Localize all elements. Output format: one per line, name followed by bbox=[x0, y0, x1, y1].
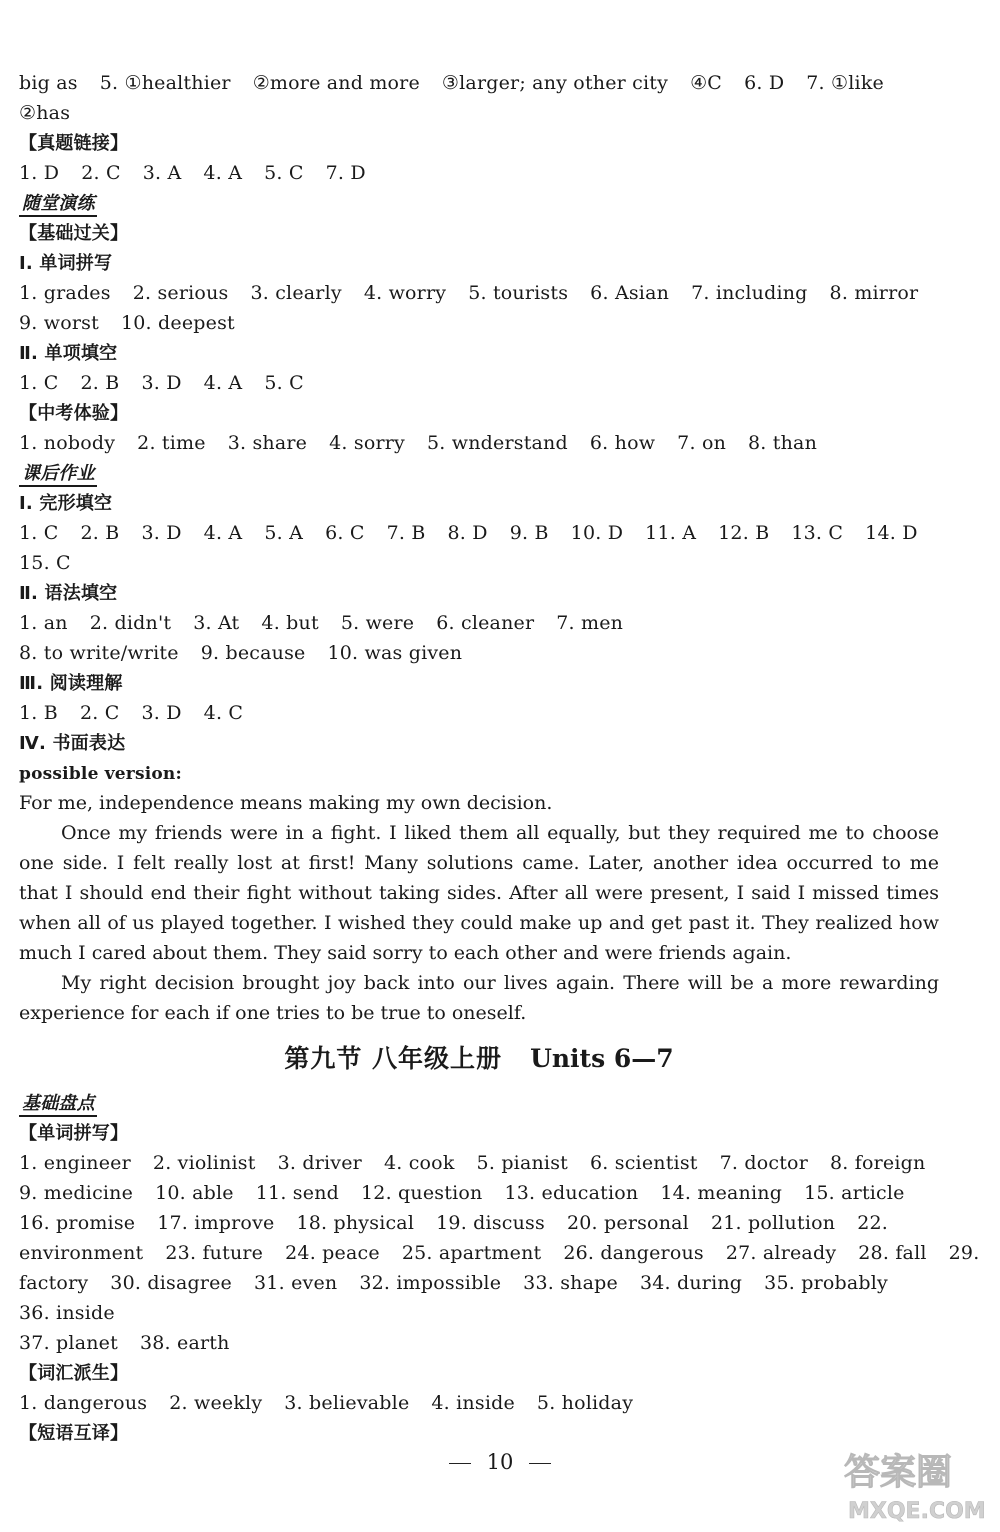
answer-item: 16. promise bbox=[19, 1212, 136, 1234]
answer-item: 4. A bbox=[203, 372, 243, 394]
sub-heading bbox=[19, 578, 939, 608]
answer-line bbox=[19, 1148, 939, 1178]
essay-paragraph: Once my friends were in a fight. I liked them all equally, but they required me to choose one side. I felt really lost at first! Many solutions came. Later, another idea occurred to me that I should end their fight without taking sides. After all were present, I said I missed times when all of us played together. I wished they could make up and get past it. They realized how much I cared about them. They said sorry to each other and were friends again. bbox=[19, 822, 939, 964]
answer-item: 10. able bbox=[155, 1182, 234, 1204]
answer-item: 37. planet bbox=[19, 1332, 118, 1354]
answer-item: 2. didn't bbox=[89, 612, 172, 634]
answer-item: 6. cleaner bbox=[436, 612, 535, 634]
answer-item: 24. peace bbox=[285, 1242, 380, 1264]
essay-paragraph: For me, independence means making my own decision. bbox=[19, 792, 553, 814]
answer-item: 1. C bbox=[19, 372, 59, 394]
answer-item: 1. grades bbox=[19, 282, 111, 304]
answer-item: 1. D bbox=[19, 162, 60, 184]
answer-item: 3. D bbox=[141, 372, 182, 394]
answer-item: 1. C bbox=[19, 522, 59, 544]
page-dash-right bbox=[529, 1463, 551, 1464]
answer-item: 5. C bbox=[264, 372, 304, 394]
answer-item: ③larger; any other city bbox=[441, 72, 669, 94]
page-number-text: 10 bbox=[486, 1450, 514, 1474]
answer-item: 7. on bbox=[677, 432, 727, 454]
answer-item: 29. bbox=[948, 1242, 980, 1264]
answer-item: 5. tourists bbox=[468, 282, 569, 304]
answer-item: 1. nobody bbox=[19, 432, 116, 454]
answer-item: 3. believable bbox=[284, 1392, 410, 1414]
answer-line bbox=[19, 1268, 939, 1298]
answer-item: 23. future bbox=[165, 1242, 264, 1264]
answer-item: 22. bbox=[857, 1212, 889, 1234]
answer-item: 3. driver bbox=[277, 1152, 362, 1174]
answer-item: 9. because bbox=[200, 642, 306, 664]
answer-item: 25. apartment bbox=[401, 1242, 542, 1264]
answer-item: 7. men bbox=[556, 612, 624, 634]
page-dash-left bbox=[449, 1463, 471, 1464]
answer-item: 15. article bbox=[804, 1182, 905, 1204]
answer-line bbox=[19, 1328, 939, 1358]
answer-item: 6. scientist bbox=[589, 1152, 698, 1174]
heading-text: Ⅱ. 单项填空 bbox=[19, 343, 118, 364]
answer-item: 2. C bbox=[79, 702, 120, 724]
answer-item: 4. A bbox=[203, 162, 243, 184]
answer-item: 1. dangerous bbox=[19, 1392, 148, 1414]
answer-item: 32. impossible bbox=[359, 1272, 502, 1294]
answer-item: 8. than bbox=[748, 432, 818, 454]
answer-item: 3. share bbox=[227, 432, 308, 454]
heading-text: Ⅰ. 单词拼写 bbox=[19, 253, 113, 274]
answer-line bbox=[19, 68, 939, 98]
answer-item: big as bbox=[19, 72, 78, 94]
answer-item: 4. cook bbox=[383, 1152, 455, 1174]
answer-line bbox=[19, 698, 939, 728]
heading-text: 【中考体验】 bbox=[19, 403, 129, 424]
answer-item: 12. B bbox=[718, 522, 770, 544]
answer-item: 6. how bbox=[589, 432, 656, 454]
answer-item: ②has bbox=[19, 102, 71, 124]
answer-line bbox=[19, 1208, 939, 1238]
answer-item: 26. dangerous bbox=[563, 1242, 704, 1264]
heading-text: 【词汇派生】 bbox=[19, 1363, 129, 1384]
answer-item: 4. A bbox=[203, 522, 243, 544]
answer-item: 3. D bbox=[141, 522, 182, 544]
answer-item: 34. during bbox=[639, 1272, 743, 1294]
answer-line bbox=[19, 278, 939, 308]
answer-item: 10. D bbox=[570, 522, 624, 544]
sub-heading bbox=[19, 728, 939, 758]
answer-item: 20. personal bbox=[566, 1212, 689, 1234]
chapter-heading bbox=[19, 1030, 939, 1088]
answer-item: 6. D bbox=[744, 72, 785, 94]
answer-item: 13. education bbox=[504, 1182, 639, 1204]
bracket-heading bbox=[19, 218, 939, 248]
heading-text: possible version: bbox=[19, 764, 182, 784]
answer-item: 5. were bbox=[340, 612, 415, 634]
heading-text: Ⅳ. 书面表达 bbox=[19, 733, 126, 754]
section-title bbox=[19, 458, 939, 488]
bracket-heading bbox=[19, 1118, 939, 1148]
bracket-heading bbox=[19, 128, 939, 158]
answer-item: 9. B bbox=[509, 522, 549, 544]
answer-item: 11. send bbox=[255, 1182, 339, 1204]
answer-line bbox=[19, 1178, 939, 1208]
answer-item: 7. ①like bbox=[806, 72, 884, 94]
answer-line bbox=[19, 518, 939, 548]
answer-item: 2. B bbox=[80, 522, 120, 544]
section-title-text: 随堂演练 bbox=[19, 193, 97, 217]
answer-item: environment bbox=[19, 1242, 144, 1264]
answer-item: 4. sorry bbox=[329, 432, 405, 454]
answer-item: 2. violinist bbox=[152, 1152, 256, 1174]
watermark-logo bbox=[838, 1442, 988, 1524]
section-title bbox=[19, 1088, 939, 1118]
answer-item: 19. discuss bbox=[436, 1212, 545, 1234]
answer-item: ④C bbox=[690, 72, 723, 94]
heading-text: Ⅱ. 语法填空 bbox=[19, 583, 118, 604]
answer-item: 2. time bbox=[137, 432, 206, 454]
answer-item: 33. shape bbox=[523, 1272, 618, 1294]
answer-line bbox=[19, 1298, 939, 1328]
answer-line bbox=[19, 368, 939, 398]
answer-item: factory bbox=[19, 1272, 89, 1294]
section-title bbox=[19, 188, 939, 218]
answer-item: 8. D bbox=[447, 522, 488, 544]
answer-item: 11. A bbox=[645, 522, 697, 544]
answer-item: 8. to write/write bbox=[19, 642, 179, 664]
answer-line bbox=[19, 98, 939, 128]
answer-item: 14. meaning bbox=[660, 1182, 783, 1204]
answer-item: 1. engineer bbox=[19, 1152, 131, 1174]
answer-item: 1. an bbox=[19, 612, 68, 634]
heading-text: 【单词拼写】 bbox=[19, 1123, 129, 1144]
answer-item: 5. ①healthier bbox=[99, 72, 231, 94]
answer-item: 28. fall bbox=[858, 1242, 927, 1264]
answer-item: 35. probably bbox=[764, 1272, 888, 1294]
answer-item: 38. earth bbox=[139, 1332, 230, 1354]
answer-page bbox=[19, 68, 980, 1448]
answer-item: ②more and more bbox=[252, 72, 420, 94]
bracket-heading bbox=[19, 398, 939, 428]
answer-item: 27. already bbox=[725, 1242, 837, 1264]
answer-item: 6. Asian bbox=[590, 282, 670, 304]
heading-text: Ⅲ. 阅读理解 bbox=[19, 673, 123, 694]
sub-heading bbox=[19, 668, 939, 698]
answer-item: 36. inside bbox=[19, 1302, 115, 1324]
answer-item: 21. pollution bbox=[710, 1212, 836, 1234]
answer-line bbox=[19, 548, 939, 578]
answer-item: 14. D bbox=[865, 522, 918, 544]
answer-item: 3. clearly bbox=[250, 282, 342, 304]
answer-item: 3. At bbox=[193, 612, 240, 634]
answer-item: 2. C bbox=[81, 162, 121, 184]
answer-item: 4. C bbox=[203, 702, 244, 724]
answer-item: 18. physical bbox=[296, 1212, 415, 1234]
answer-item: 5. C bbox=[264, 162, 304, 184]
answer-item: 12. question bbox=[361, 1182, 483, 1204]
answer-item: 30. disagree bbox=[110, 1272, 233, 1294]
answer-item: 8. mirror bbox=[829, 282, 919, 304]
answer-item: 3. D bbox=[141, 702, 182, 724]
heading-text: Ⅰ. 完形填空 bbox=[19, 493, 113, 514]
answer-line bbox=[19, 638, 939, 668]
heading-text: 【真题链接】 bbox=[19, 133, 129, 154]
sub-heading bbox=[19, 248, 939, 278]
watermark-url: MXQE.COM bbox=[848, 1499, 986, 1524]
answer-item: 7. D bbox=[325, 162, 366, 184]
essay-paragraph: My right decision brought joy back into our lives again. There will be a more rewarding experience for each if one tries to be true to oneself. bbox=[19, 972, 939, 1024]
answer-item: 17. improve bbox=[157, 1212, 275, 1234]
answer-item: 5. wnderstand bbox=[426, 432, 568, 454]
answer-item: 3. A bbox=[142, 162, 182, 184]
sub-heading bbox=[19, 488, 939, 518]
answer-item: 7. B bbox=[386, 522, 426, 544]
answer-item: 4. but bbox=[261, 612, 319, 634]
chapter-heading-cn: 第九节 八年级上册 bbox=[284, 1044, 503, 1073]
bracket-heading bbox=[19, 1418, 939, 1448]
bracket-heading bbox=[19, 1358, 939, 1388]
answer-item: 2. weekly bbox=[169, 1392, 263, 1414]
heading-text: 【短语互译】 bbox=[19, 1423, 129, 1444]
answer-item: 9. worst bbox=[19, 312, 99, 334]
answer-line bbox=[19, 1238, 980, 1268]
answer-item: 2. serious bbox=[132, 282, 229, 304]
section-title-text: 基础盘点 bbox=[19, 1093, 97, 1117]
answer-item: 5. holiday bbox=[536, 1392, 634, 1414]
version-label bbox=[19, 758, 939, 788]
answer-item: 8. foreign bbox=[829, 1152, 926, 1174]
answer-item: 7. doctor bbox=[719, 1152, 808, 1174]
answer-item: 13. C bbox=[791, 522, 844, 544]
answer-item: 5. A bbox=[264, 522, 304, 544]
answer-line bbox=[19, 308, 939, 338]
answer-item: 4. worry bbox=[363, 282, 447, 304]
chapter-heading-en: Units 6—7 bbox=[530, 1044, 674, 1073]
answer-line bbox=[19, 158, 939, 188]
answer-item: 9. medicine bbox=[19, 1182, 134, 1204]
answer-item: 4. inside bbox=[431, 1392, 515, 1414]
answer-line bbox=[19, 1388, 939, 1418]
sub-heading bbox=[19, 338, 939, 368]
answer-item: 10. was given bbox=[327, 642, 463, 664]
section-title-text: 课后作业 bbox=[19, 463, 97, 487]
answer-item: 7. including bbox=[691, 282, 808, 304]
heading-text: 【基础过关】 bbox=[19, 223, 129, 244]
answer-line bbox=[19, 608, 939, 638]
answer-line bbox=[19, 428, 939, 458]
answer-item: 31. even bbox=[254, 1272, 338, 1294]
answer-item: 5. pianist bbox=[476, 1152, 568, 1174]
answer-item: 10. deepest bbox=[120, 312, 235, 334]
watermark-text: 答案圈 bbox=[844, 1452, 953, 1493]
answer-item: 2. B bbox=[80, 372, 120, 394]
answer-item: 1. B bbox=[19, 702, 58, 724]
answer-item: 6. C bbox=[325, 522, 365, 544]
answer-item: 15. C bbox=[19, 552, 71, 574]
